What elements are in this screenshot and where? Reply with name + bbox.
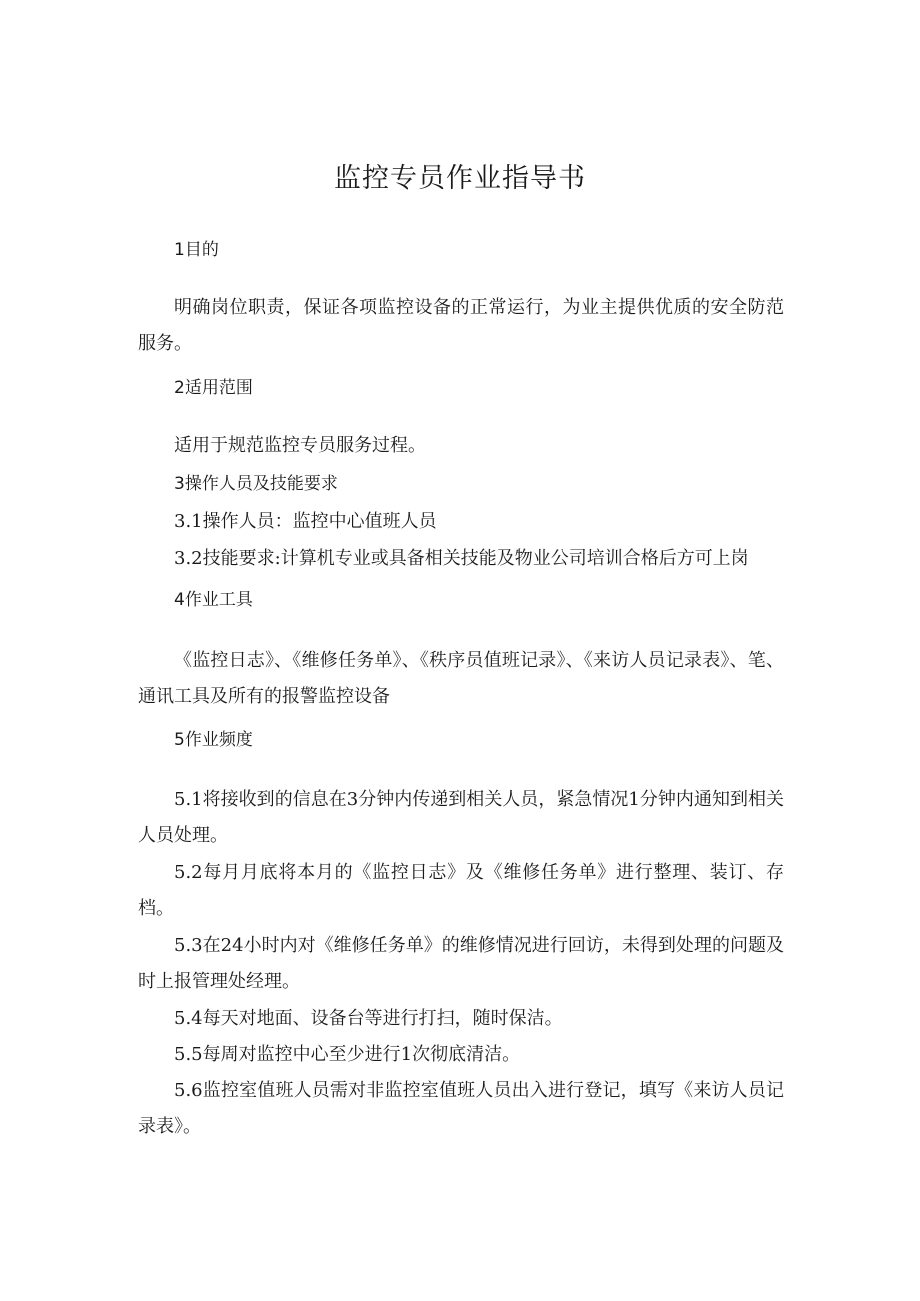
- section-4-heading: 4作业工具: [174, 590, 253, 610]
- section-3-1: 3.1操作人员：监控中心值班人员: [174, 511, 437, 532]
- section-5-1: 5.1将接收到的信息在3分钟内传递到相关人员，紧急情况1分钟内通知到相关人员处理。: [138, 789, 784, 846]
- section-5-4: 5.4每天对地面、设备台等进行打扫，随时保洁。: [174, 1008, 563, 1029]
- section-4-body: 《监控日志》、《维修任务单》、《秩序员值班记录》、《来访人员记录表》、笔、通讯工具及所有的报警监控设备: [138, 650, 784, 707]
- section-2-heading: 2适用范围: [174, 378, 253, 398]
- section-1-heading: 1目的: [174, 240, 219, 260]
- section-5-3: 5.3在24小时内对《维修任务单》的维修情况进行回访，未得到处理的问题及时上报管理处经理。: [138, 935, 784, 992]
- section-3-heading: 3操作人员及技能要求: [174, 474, 338, 494]
- section-5-5: 5.5每周对监控中心至少进行1次彻底清洁。: [174, 1044, 521, 1065]
- document-title: 监控专员作业指导书: [334, 163, 586, 194]
- section-2-body: 适用于规范监控专员服务过程。: [174, 435, 426, 456]
- section-5-2: 5.2每月月底将本月的《监控日志》及《维修任务单》进行整理、装订、存档。: [138, 862, 784, 919]
- section-3-2: 3.2技能要求:计算机专业或具备相关技能及物业公司培训合格后方可上岗: [174, 548, 749, 569]
- section-5-heading: 5作业频度: [174, 730, 253, 750]
- section-5-6: 5.6监控室值班人员需对非监控室值班人员出入进行登记，填写《来访人员记录表》。: [138, 1080, 784, 1137]
- section-1-body: 明确岗位职责，保证各项监控设备的正常运行，为业主提供优质的安全防范服务。: [138, 297, 784, 354]
